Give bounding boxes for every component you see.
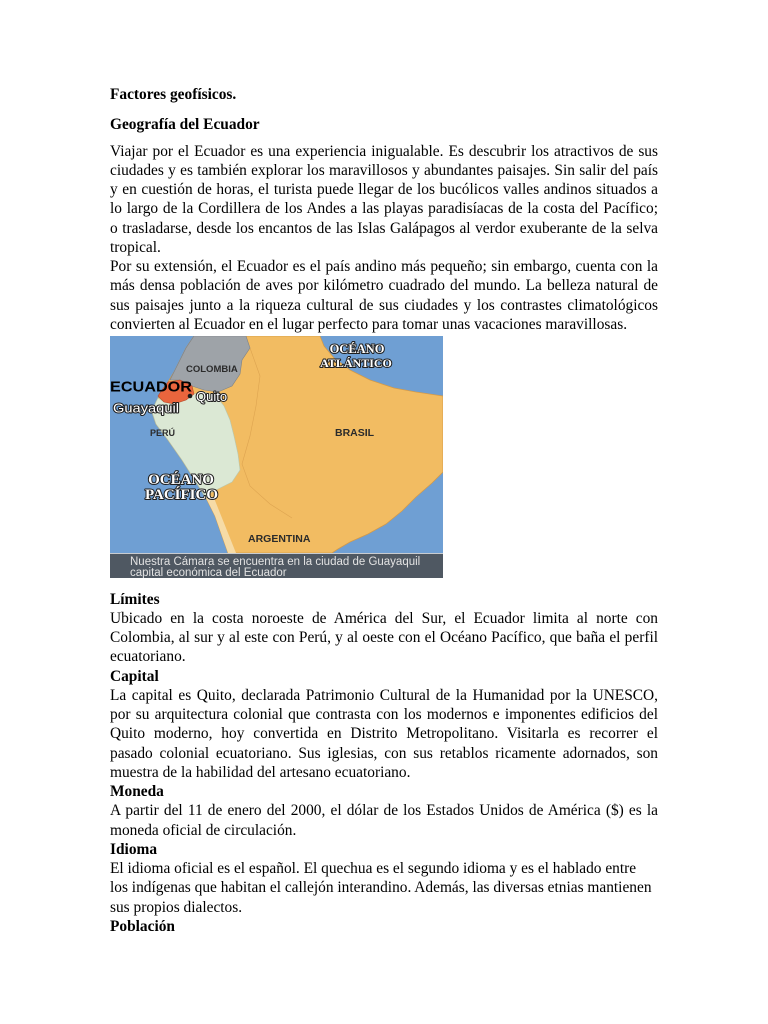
section-limites xyxy=(110,590,658,667)
label-oceano-atlantico-line2: ATLÁNTICO xyxy=(320,356,392,370)
text-line: La capital es Quito, declarada Patrimonio Cultural de la Humanidad por la UNESCO, xyxy=(110,686,658,704)
text-line: y en cuestión de horas, el turista puede llegar de los bucólicos valles andinos situados a xyxy=(110,181,658,198)
text-line: El idioma oficial es el español. El quechua es el segundo idioma y es el hablado entre xyxy=(110,860,637,877)
text-line: Quito moderno, hoy convertida en Distrito Metropolitano. Visitarla es recorrer el xyxy=(110,725,658,743)
section-poblacion xyxy=(110,917,658,936)
label-guayaquil: Guayaquil xyxy=(113,400,180,416)
text-line: Viajar por el Ecuador es una experiencia inigualable. Es descubrir los atractivos de sus xyxy=(110,142,658,160)
section-title-poblacion: Población xyxy=(110,917,175,935)
section-geografia-body xyxy=(110,142,658,335)
section-moneda xyxy=(110,782,658,840)
section-capital xyxy=(110,667,658,783)
section-geografia-title xyxy=(110,115,658,134)
text-line: tropical. xyxy=(110,238,161,256)
section-title-idioma: Idioma xyxy=(110,840,158,858)
label-ecuador: ECUADOR xyxy=(110,378,193,396)
text-line: convierten al Ecuador en el lugar perfecto para tomar unas vacaciones maravillosas. xyxy=(110,315,628,333)
label-brasil: BRASIL xyxy=(335,427,375,439)
label-peru: PERÚ xyxy=(150,428,176,438)
heading-text: Factores geofísicos. xyxy=(110,85,237,103)
section-title-moneda: Moneda xyxy=(110,783,164,800)
label-colombia: COLOMBIA xyxy=(186,364,238,375)
text-line: Por su extensión, el Ecuador es el país andino más pequeño; sin embargo, cuenta con la xyxy=(110,258,658,275)
text-line: sus paisajes junto a la riqueza cultural de sus ciudades y los contrastes climatológicos xyxy=(110,296,658,314)
label-quito: Quito xyxy=(196,389,228,404)
text-line: Colombia, al sur y al este con Perú, y al oeste con el Océano Pacífico, que baña el perfil xyxy=(110,629,658,646)
label-oceano-pacifico-line2: PACÍFICO xyxy=(144,487,219,503)
caption-line-1: Nuestra Cámara se encuentra en la ciudad de Guayaquil xyxy=(130,556,421,568)
text-line: ecuatoriano. xyxy=(110,648,186,666)
section-title-geografia: Geografía del Ecuador xyxy=(110,115,260,133)
text-line: moneda oficial de circulación. xyxy=(110,821,297,839)
text-line: los indígenas que habitan el callejón interandino. Además, las diversas etnias mantienen xyxy=(110,879,652,897)
text-line: muestra de la habilidad del artesano ecuatoriano. xyxy=(110,763,411,781)
section-title-limites: Límites xyxy=(110,590,160,608)
text-line: por su arquitectura colonial que contrasta con los modernos e imponentes edificios del xyxy=(110,706,658,723)
section-idioma xyxy=(110,840,658,917)
text-line: A partir del 11 de enero del 2000, el dólar de los Estados Unidos de América ($) es la xyxy=(110,802,658,820)
text-line: pasado colonial ecuatoriano. Sus iglesias, con sus retablos ricamente adornados, son xyxy=(110,744,658,762)
text-line: ciudades y es también explorar los maravillosos y abundantes paisajes. Sin salir del país xyxy=(110,161,658,179)
caption-line-2: capital económica del Ecuador xyxy=(130,567,287,578)
label-argentina: ARGENTINA xyxy=(248,533,311,545)
text-line: más densa población de aves por kilómetro cuadrado del mundo. La belleza natural de xyxy=(110,277,658,295)
text-line: sus propios dialectos. xyxy=(110,898,243,916)
paragraph-intro xyxy=(110,142,658,258)
label-oceano-atlantico-line1: OCÉANO xyxy=(329,342,385,356)
text-line: lo largo de la Cordillera de los Andes a las playas paradisíacas de la costa del Pacífico; xyxy=(110,200,658,218)
text-line: Ubicado en la costa noroeste de América del Sur, el Ecuador limita al norte con xyxy=(110,609,658,627)
map-ecuador-south-america xyxy=(110,336,443,578)
sections-after-map xyxy=(110,590,658,937)
text-line: o trasladarse, desde los encantos de las Islas Galápagos al verdor exuberante de la selva xyxy=(110,219,658,237)
label-oceano-pacifico-line1: OCÉANO xyxy=(148,472,214,488)
document-heading xyxy=(110,85,658,104)
paragraph-extension xyxy=(110,257,658,334)
section-title-capital: Capital xyxy=(110,667,159,685)
